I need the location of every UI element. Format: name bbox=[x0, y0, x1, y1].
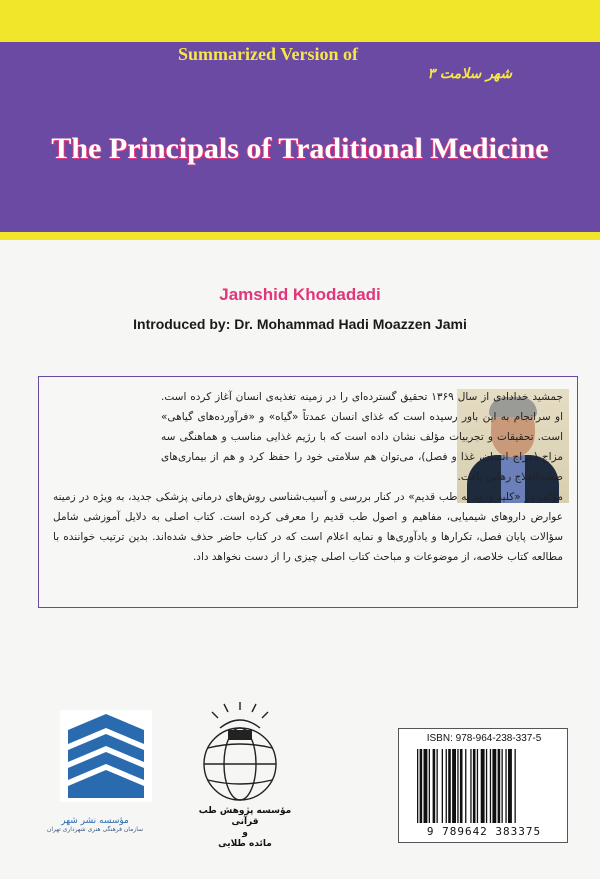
publisher-mid bbox=[190, 806, 300, 850]
barcode-digits: 9 789642 383375 bbox=[426, 825, 542, 838]
isbn-block bbox=[398, 728, 568, 843]
isbn-label: ISBN: 978-964-238-337-5 bbox=[426, 733, 542, 744]
publisher-logo-icon bbox=[46, 700, 166, 820]
top-yellow-bar bbox=[0, 0, 600, 42]
summarized-label: Summarized Version of bbox=[178, 44, 358, 64]
author-name: Jamshid Khodadadi bbox=[219, 285, 381, 304]
bio-text bbox=[53, 387, 563, 567]
publisher-left-sub: سازمان فرهنگی هنری شهرداری تهران bbox=[46, 826, 144, 833]
publisher-left-name: مؤسسه نشر شهر bbox=[61, 816, 129, 826]
publisher-left bbox=[40, 816, 150, 833]
bio-paragraph-2: مؤلف در «کلید ورود به طب قدیم» در کنار بررسی و آسیب‌شناسی روش‌های درمانی پزشکی جدید، به ویژه در زمینه عوارض داروهای شیمیایی، مفاهیم و اصول طب قدیم را معرفی کرده است. کتاب اصلی به دلایل آموزشی شامل سؤالات پایان فصل، تکرارها و یادآوری‌ها و نمایه اعلام است که در کتاب حاضر حذف شده‌اند. بدین ترتیب خواننده با مطالعه کتاب خلاصه، از موضوعات و مباحث کتاب اصلی چیزی را از دست نخواهد داد. bbox=[53, 491, 563, 563]
author-bio-box bbox=[38, 376, 578, 608]
series-name: شهر سلامت ۳ bbox=[427, 66, 512, 82]
book-title: The Principals of Traditional Medicine bbox=[51, 132, 549, 165]
bio-paragraph-1: جمشید خدادادی از سال ۱۳۶۹ تحقیق گسترده‌ای را در زمینه تغذیه‌ی انسان آغاز کرده است. او سرانجام به این باور رسیده است که غذای انسان عمدتاً «گیاه» و «فرآورده‌های گیاهی» است. تحقیقات و تجربیات مؤلف نشان داده است که با رژیم غذایی مناسب و هماهنگی سه مزاج (مزاج انسان، غذا و فصل)، می‌توان هم سلامتی خود را حفظ کرد و هم از بیماری‌های صعب‌العلاج رهایی یافت. bbox=[161, 391, 563, 483]
yellow-stripe bbox=[0, 232, 600, 240]
barcode-icon bbox=[413, 749, 555, 823]
publisher-mid-line3: مائده طلایی bbox=[218, 839, 272, 849]
publisher-mid-line1: مؤسسه پژوهش طب قرآنی bbox=[198, 806, 292, 827]
introduced-by: Introduced by: Dr. Mohammad Hadi Moazzen Jami bbox=[133, 316, 467, 332]
publisher-mid-line2: و bbox=[242, 828, 248, 838]
